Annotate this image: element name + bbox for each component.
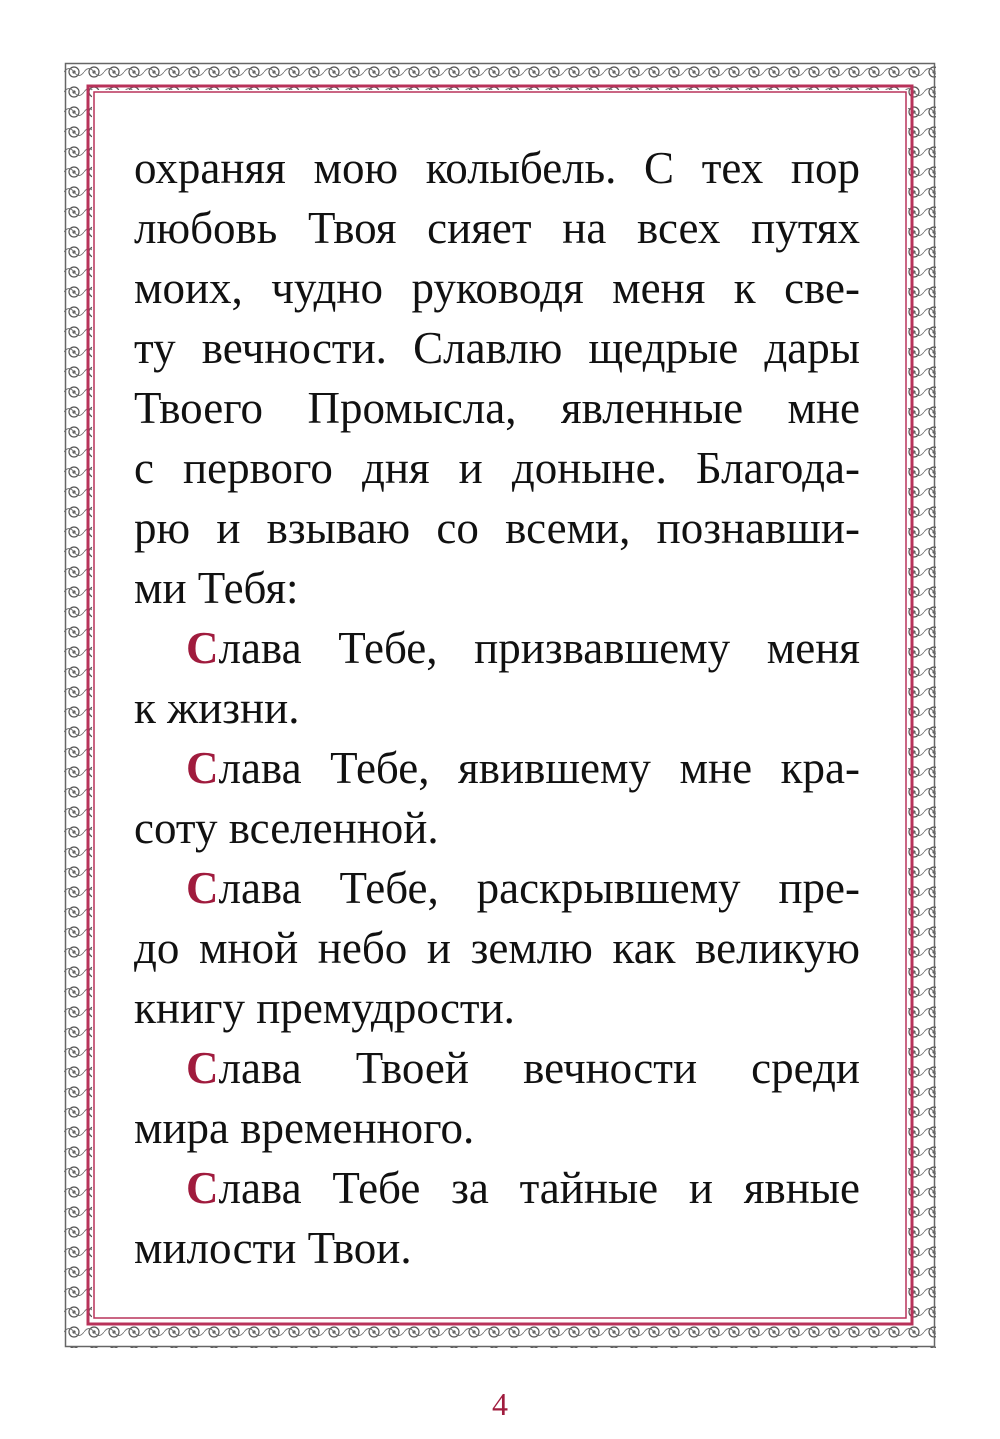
text-line: моих, чудно руководя меня к све- xyxy=(134,263,860,313)
text-line xyxy=(134,738,860,798)
page-body xyxy=(134,138,860,1278)
glory-verse xyxy=(134,618,860,738)
text-line xyxy=(134,1158,860,1218)
page-number: 4 xyxy=(492,1386,508,1422)
drop-initial: С xyxy=(186,863,219,913)
text-line: книгу премудрости. xyxy=(134,983,515,1033)
text-line: любовь Твоя сияет на всех путях xyxy=(134,203,860,253)
glory-verse xyxy=(134,1158,860,1278)
text-line xyxy=(134,1038,860,1098)
verse-text: лава Тебе, явившему мне кра- xyxy=(218,743,860,793)
verse-text: лава Тебе за тайные и явные xyxy=(218,1163,860,1213)
text-line: с первого дня и доныне. Благода- xyxy=(134,443,860,493)
verse-text: лава Твоей вечности среди xyxy=(218,1043,860,1093)
text-line xyxy=(134,618,860,678)
drop-initial: С xyxy=(186,1163,219,1213)
text-line: Твоего Промысла, явленные мне xyxy=(134,383,860,433)
text-line: охраняя мою колыбель. С тех пор xyxy=(134,143,860,193)
text-line: рю и взываю со всеми, познавши- xyxy=(134,503,860,553)
drop-initial: С xyxy=(186,1043,219,1093)
text-line: соту вселенной. xyxy=(134,803,439,853)
drop-initial: С xyxy=(186,623,219,673)
text-line: к жизни. xyxy=(134,683,300,733)
text-line: до мной небо и землю как великую xyxy=(134,923,860,973)
text-line: мира временного. xyxy=(134,1103,475,1153)
drop-initial: С xyxy=(186,743,219,793)
glory-verse xyxy=(134,858,860,1038)
verse-text: лава Тебе, призвавшему меня xyxy=(218,623,860,673)
glory-verse xyxy=(134,1038,860,1158)
text-line: милости Твои. xyxy=(134,1223,412,1273)
text-line: ми Тебя: xyxy=(134,563,299,613)
verse-text: лава Тебе, раскрывшему пре- xyxy=(218,863,860,913)
glory-verse xyxy=(134,738,860,858)
intro-paragraph xyxy=(134,138,860,618)
text-line: ту вечности. Славлю щедрые дары xyxy=(134,323,860,373)
text-line xyxy=(134,858,860,918)
